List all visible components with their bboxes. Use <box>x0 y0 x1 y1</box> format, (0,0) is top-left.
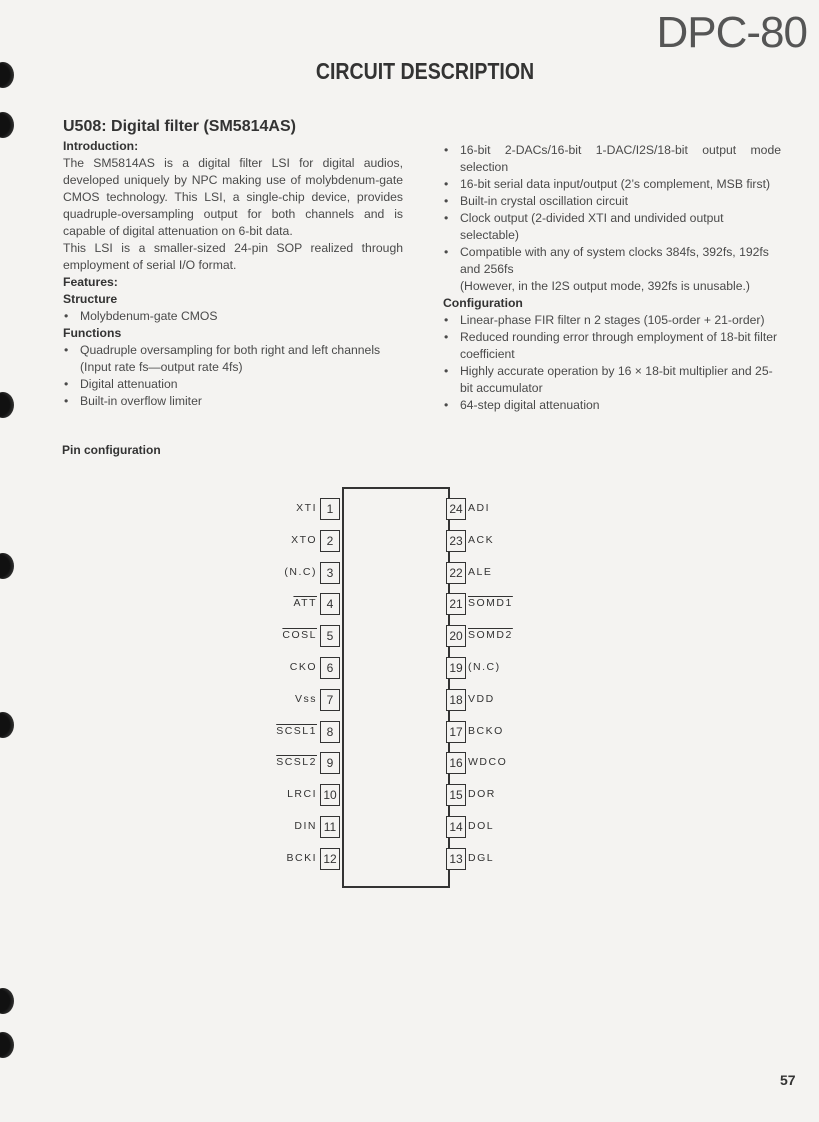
pin-number: 21 <box>446 593 466 615</box>
pin-name: BCKI <box>286 851 317 864</box>
configuration-list <box>443 312 781 414</box>
pin-name: COSL <box>282 629 317 642</box>
pin-name: (N.C) <box>468 661 501 673</box>
pin-number: 20 <box>446 625 466 647</box>
pin-number: 10 <box>320 784 340 806</box>
list-item: • Molybdenum-gate CMOS <box>63 308 403 325</box>
pin-number: 5 <box>320 625 340 647</box>
list-item: • Clock output (2-divided XTI and undivided output selectable) <box>443 210 781 244</box>
pin-name: VDD <box>468 692 495 705</box>
pin-name: XTI <box>296 502 317 514</box>
intro-label: Introduction: <box>63 139 139 153</box>
pin-name: Vss <box>294 692 317 705</box>
intro-paragraph-2: This LSI is a smaller-sized 24-pin SOP realized through employment of serial I/O format. <box>63 241 403 272</box>
pin-number: 17 <box>446 721 466 743</box>
pin-name: ADI <box>468 502 491 514</box>
pin-name: CKO <box>289 661 317 673</box>
binder-hole <box>0 553 14 579</box>
page-number: 57 <box>780 1072 796 1088</box>
functions-list-continued <box>443 142 781 278</box>
binder-hole <box>0 1032 14 1058</box>
functions-list <box>63 342 403 410</box>
pin-name: DIN <box>294 820 317 832</box>
list-item: • Reduced rounding error through employment of 18-bit filter coefficient <box>443 329 781 363</box>
pin-name: DGL <box>468 851 495 864</box>
pin-name: SOMD1 <box>468 597 513 610</box>
features-label: Features: <box>63 275 118 289</box>
pin-number: 12 <box>320 848 340 870</box>
pin-number: 22 <box>446 562 466 584</box>
list-item: • 16-bit 2-DACs/16-bit 1-DAC/I2S/18-bit output mode selection <box>443 142 781 176</box>
pin-name: (N.C) <box>284 565 317 578</box>
binder-hole <box>0 62 14 88</box>
functions-note: (However, in the I2S output mode, 392fs is unusable.) <box>460 279 750 293</box>
pin-name: $\overline{ATT}$ <box>293 597 317 610</box>
pin-number: 14 <box>446 816 466 838</box>
list-item: • Linear-phase FIR filter n 2 stages (105-order + 21-order) <box>443 312 781 329</box>
page-title: CIRCUIT DESCRIPTION <box>315 58 535 84</box>
pin-number: 18 <box>446 689 466 711</box>
list-item: • Compatible with any of system clocks 384fs, 392fs, 192fs and 256fs <box>443 244 781 278</box>
pin-name: DOR <box>468 788 496 801</box>
section-heading: U508: Digital filter (SM5814AS) <box>63 118 296 135</box>
pin-number: 23 <box>446 530 466 552</box>
pin-number: 8 <box>320 721 340 743</box>
pin-number: 16 <box>446 752 466 774</box>
list-item: • Highly accurate operation by 16 × 18-bit multiplier and 25-bit accumulator <box>443 363 781 397</box>
pin-name: ACK <box>468 533 495 546</box>
pin-name: SCSL1 <box>276 724 317 737</box>
pin-number: 2 <box>320 530 340 552</box>
pin-number: 4 <box>320 593 340 615</box>
structure-list <box>63 308 403 325</box>
list-item: • Built-in overflow limiter <box>63 393 403 410</box>
functions-label: Functions <box>63 326 122 340</box>
pin-name: SOMD2 <box>468 629 513 642</box>
pin-config-label: Pin configuration <box>62 443 161 457</box>
pin-name: ALE <box>468 565 493 578</box>
list-item: • 64-step digital attenuation <box>443 397 781 414</box>
pin-name: DOL <box>468 820 495 832</box>
list-item: • Digital attenuation <box>63 376 403 393</box>
model-name: DPC-80 <box>656 8 807 57</box>
right-column <box>443 142 781 414</box>
pin-name: BCKO <box>468 724 504 737</box>
pin-number: 19 <box>446 657 466 679</box>
pin-number: 1 <box>320 498 340 520</box>
pin-name: SCSL2 <box>276 756 317 769</box>
pin-name: WDCO <box>468 756 508 769</box>
list-item: • Quadruple oversampling for both right and left channels (Input rate fs—output rate 4fs) <box>63 342 403 376</box>
pin-number: 3 <box>320 562 340 584</box>
pin-name: LRCI <box>287 788 317 801</box>
binder-hole <box>0 988 14 1014</box>
pin-number: 15 <box>446 784 466 806</box>
binder-hole <box>0 712 14 738</box>
configuration-label: Configuration <box>443 296 523 310</box>
structure-label: Structure <box>63 292 118 306</box>
list-item: • 16-bit serial data input/output (2’s complement, MSB first) <box>443 176 781 193</box>
pin-number: 11 <box>320 816 340 838</box>
intro-paragraph: The SM5814AS is a digital filter LSI for digital audios, developed uniquely by NPC making use of molybdenum-gate CMOS technology. This LSI, a single-chip device, provides quadruple-oversampling output for both channels and is capable of digital attenuation on 6-bit data. <box>63 156 403 238</box>
pin-number: 7 <box>320 689 340 711</box>
binder-hole <box>0 112 14 138</box>
binder-hole <box>0 392 14 418</box>
pin-name: XTO <box>291 533 317 546</box>
pin-number: 13 <box>446 848 466 870</box>
pin-number: 6 <box>320 657 340 679</box>
left-column <box>63 118 403 410</box>
ic-package-outline <box>342 487 450 888</box>
list-item: • Built-in crystal oscillation circuit <box>443 193 781 210</box>
pin-number: 9 <box>320 752 340 774</box>
pin-number: 24 <box>446 498 466 520</box>
